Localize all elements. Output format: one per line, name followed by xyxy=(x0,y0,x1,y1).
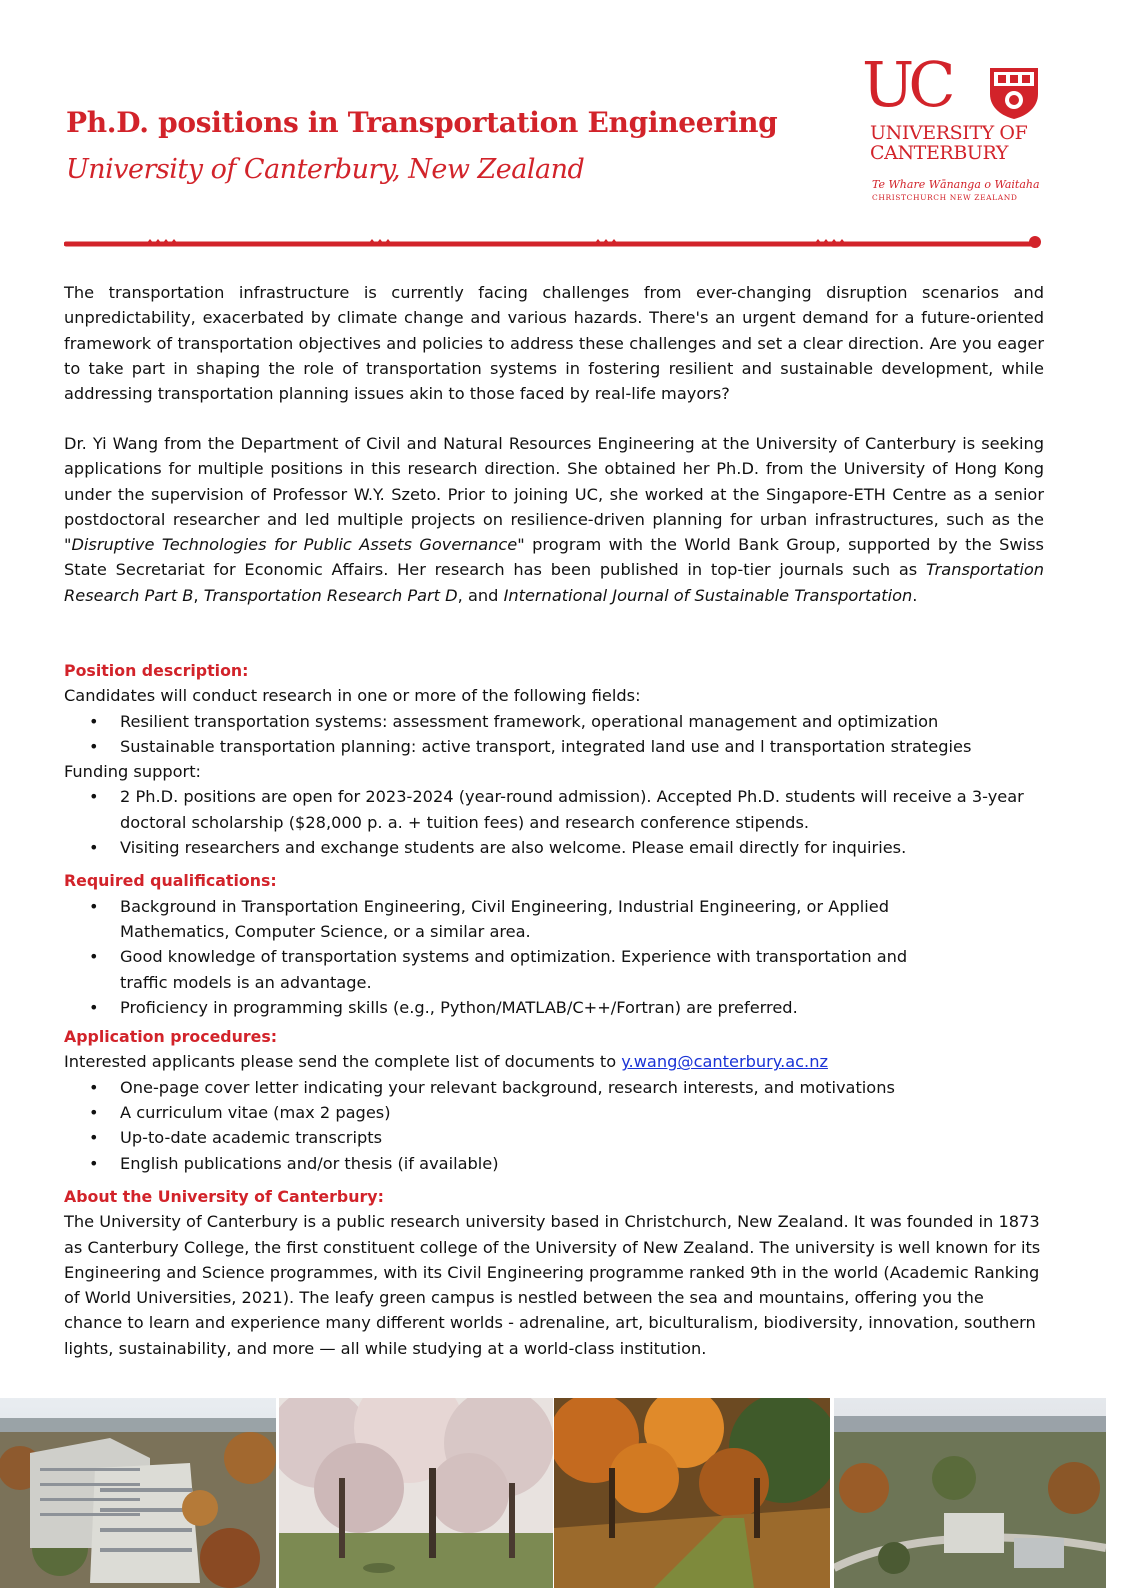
qualifications-list xyxy=(64,894,1044,1020)
logo-name xyxy=(870,124,1027,164)
funding-list xyxy=(64,784,1044,860)
intro-paragraph-2 xyxy=(64,431,1044,608)
documents-list xyxy=(64,1075,1044,1176)
logo-maori-name: Te Whare Wānanga o Waitaha xyxy=(872,178,1040,191)
cherry-blossom-photo xyxy=(279,1398,553,1588)
header-divider xyxy=(64,232,1044,252)
application-heading: Application procedures: xyxy=(64,1027,278,1047)
p2-text-c: , xyxy=(193,585,204,605)
campus-photo-strip xyxy=(0,1388,1123,1588)
p2-text-b: " program with the World Bank Group, supported by the Swiss State Secretariat for Economic Affairs. Her research has been published in top-tier journals such as xyxy=(64,535,1044,580)
intro-paragraph-1: The transportation infrastructure is currently facing challenges from ever-changing disruption scenarios and unpredictability, exacerbated by climate change and various hazards. There's an urgent demand for a future-oriented framework of transportation objectives and policies to address these challenges and set a clear direction. Are you eager to take part in shaping the role of transportation systems in fostering resilient and sustainable development, while addressing transportation planning issues akin to those faced by real-life mayors? xyxy=(64,283,1044,404)
about-text: The University of Canterbury is a public research university based in Christchurch, New Zealand. It was founded in 1873 as Canterbury College, the first constituent college of the University of New Zealand. The university is well known for its Engineering and Science programmes, with its Civil Engineering programme ranked 9th in the world (Academic Ranking of World Universities, 2021). The leafy green campus is nestled between the sea and mountains, offering you the chance to learn and experience many different worlds - adrenaline, art, biculturalism, biodiversity, innovation, southern lights, sustainability, and more — all while studying at a world-class institution. xyxy=(64,1212,1041,1358)
journal-trb: Transportation Research Part B xyxy=(64,560,1044,605)
list-item: • Sustainable transportation planning: active transport, integrated land use and l transportation strategies xyxy=(64,734,1044,759)
p2-text-e: . xyxy=(912,585,918,605)
logo-name-line1: UNIVERSITY OF xyxy=(870,122,1028,144)
logo-name-line2: CANTERBURY xyxy=(870,141,1008,164)
autumn-trees-photo xyxy=(554,1398,830,1588)
program-name: Disruptive Technologies for Public Assets Governance xyxy=(71,535,518,555)
research-fields-list xyxy=(64,709,1044,760)
logo-city: CHRISTCHURCH NEW ZEALAND xyxy=(872,193,1018,202)
campus-buildings-photo xyxy=(0,1398,276,1588)
university-logo xyxy=(862,48,1052,205)
page-title: Ph.D. positions in Transportation Engineering xyxy=(66,106,778,139)
about-heading: About the University of Canterbury: xyxy=(64,1186,384,1206)
logo-initials: UC xyxy=(862,48,950,121)
journal-trd: Transportation Research Part D xyxy=(203,585,458,605)
position-lead: Candidates will conduct research in one or more of the following fields: xyxy=(64,686,641,706)
p2-text-a: Dr. Yi Wang from the Department of Civil and Natural Resources Engineering at the University of Canterbury is seeking applications for multiple positions in this research direction. She obtained her Ph.D. from the University of Hong Kong under the supervision of Professor W.Y. Szeto. Prior to joining UC, she worked at the Singapore-ETH Centre as a senior postdoctoral researcher and led multiple projects on resilience-driven planning for urban infrastructures, such as the " xyxy=(64,434,1044,555)
list-item: • Up-to-date academic transcripts xyxy=(64,1125,1044,1150)
list-item: • A curriculum vitae (max 2 pages) xyxy=(64,1100,1044,1125)
list-item: • Resilient transportation systems: assessment framework, operational management and optimization xyxy=(64,709,1044,734)
journal-ijst: International Journal of Sustainable Transportation xyxy=(503,585,913,605)
list-item: • One-page cover letter indicating your relevant background, research interests, and motivations xyxy=(64,1075,1044,1100)
position-heading: Position description: xyxy=(64,661,249,680)
email-link[interactable]: y.wang@canterbury.ac.nz xyxy=(621,1052,828,1072)
sections xyxy=(64,658,1044,1361)
list-item: • Proficiency in programming skills (e.g., Python/MATLAB/C++/Fortran) are preferred. xyxy=(64,995,934,1020)
p2-text-d: , and xyxy=(457,585,504,605)
list-item: • Background in Transportation Engineering, Civil Engineering, Industrial Engineering, or Applied Mathematics, Computer Science, or a similar area. xyxy=(64,894,934,945)
list-item: • English publications and/or thesis (if available) xyxy=(64,1151,1044,1176)
list-item: • Visiting researchers and exchange students are also welcome. Please email directly for inquiries. xyxy=(64,835,1044,860)
application-lead xyxy=(64,1049,1044,1074)
page-subtitle: University of Canterbury, New Zealand xyxy=(66,154,585,185)
funding-label: Funding support: xyxy=(64,762,202,782)
qualifications-heading: Required qualifications: xyxy=(64,871,277,891)
application-lead-text: Interested applicants please send the complete list of documents to xyxy=(64,1052,622,1072)
list-item: • 2 Ph.D. positions are open for 2023-2024 (year-round admission). Accepted Ph.D. students will receive a 3-year doctoral scholarship ($28,000 p. a. + tuition fees) and research conference stipends. xyxy=(64,784,1044,835)
list-item: • Good knowledge of transportation systems and optimization. Experience with transportation and traffic models is an advantage. xyxy=(64,944,934,995)
aerial-campus-photo xyxy=(834,1398,1106,1588)
university-crest-icon xyxy=(986,64,1042,120)
